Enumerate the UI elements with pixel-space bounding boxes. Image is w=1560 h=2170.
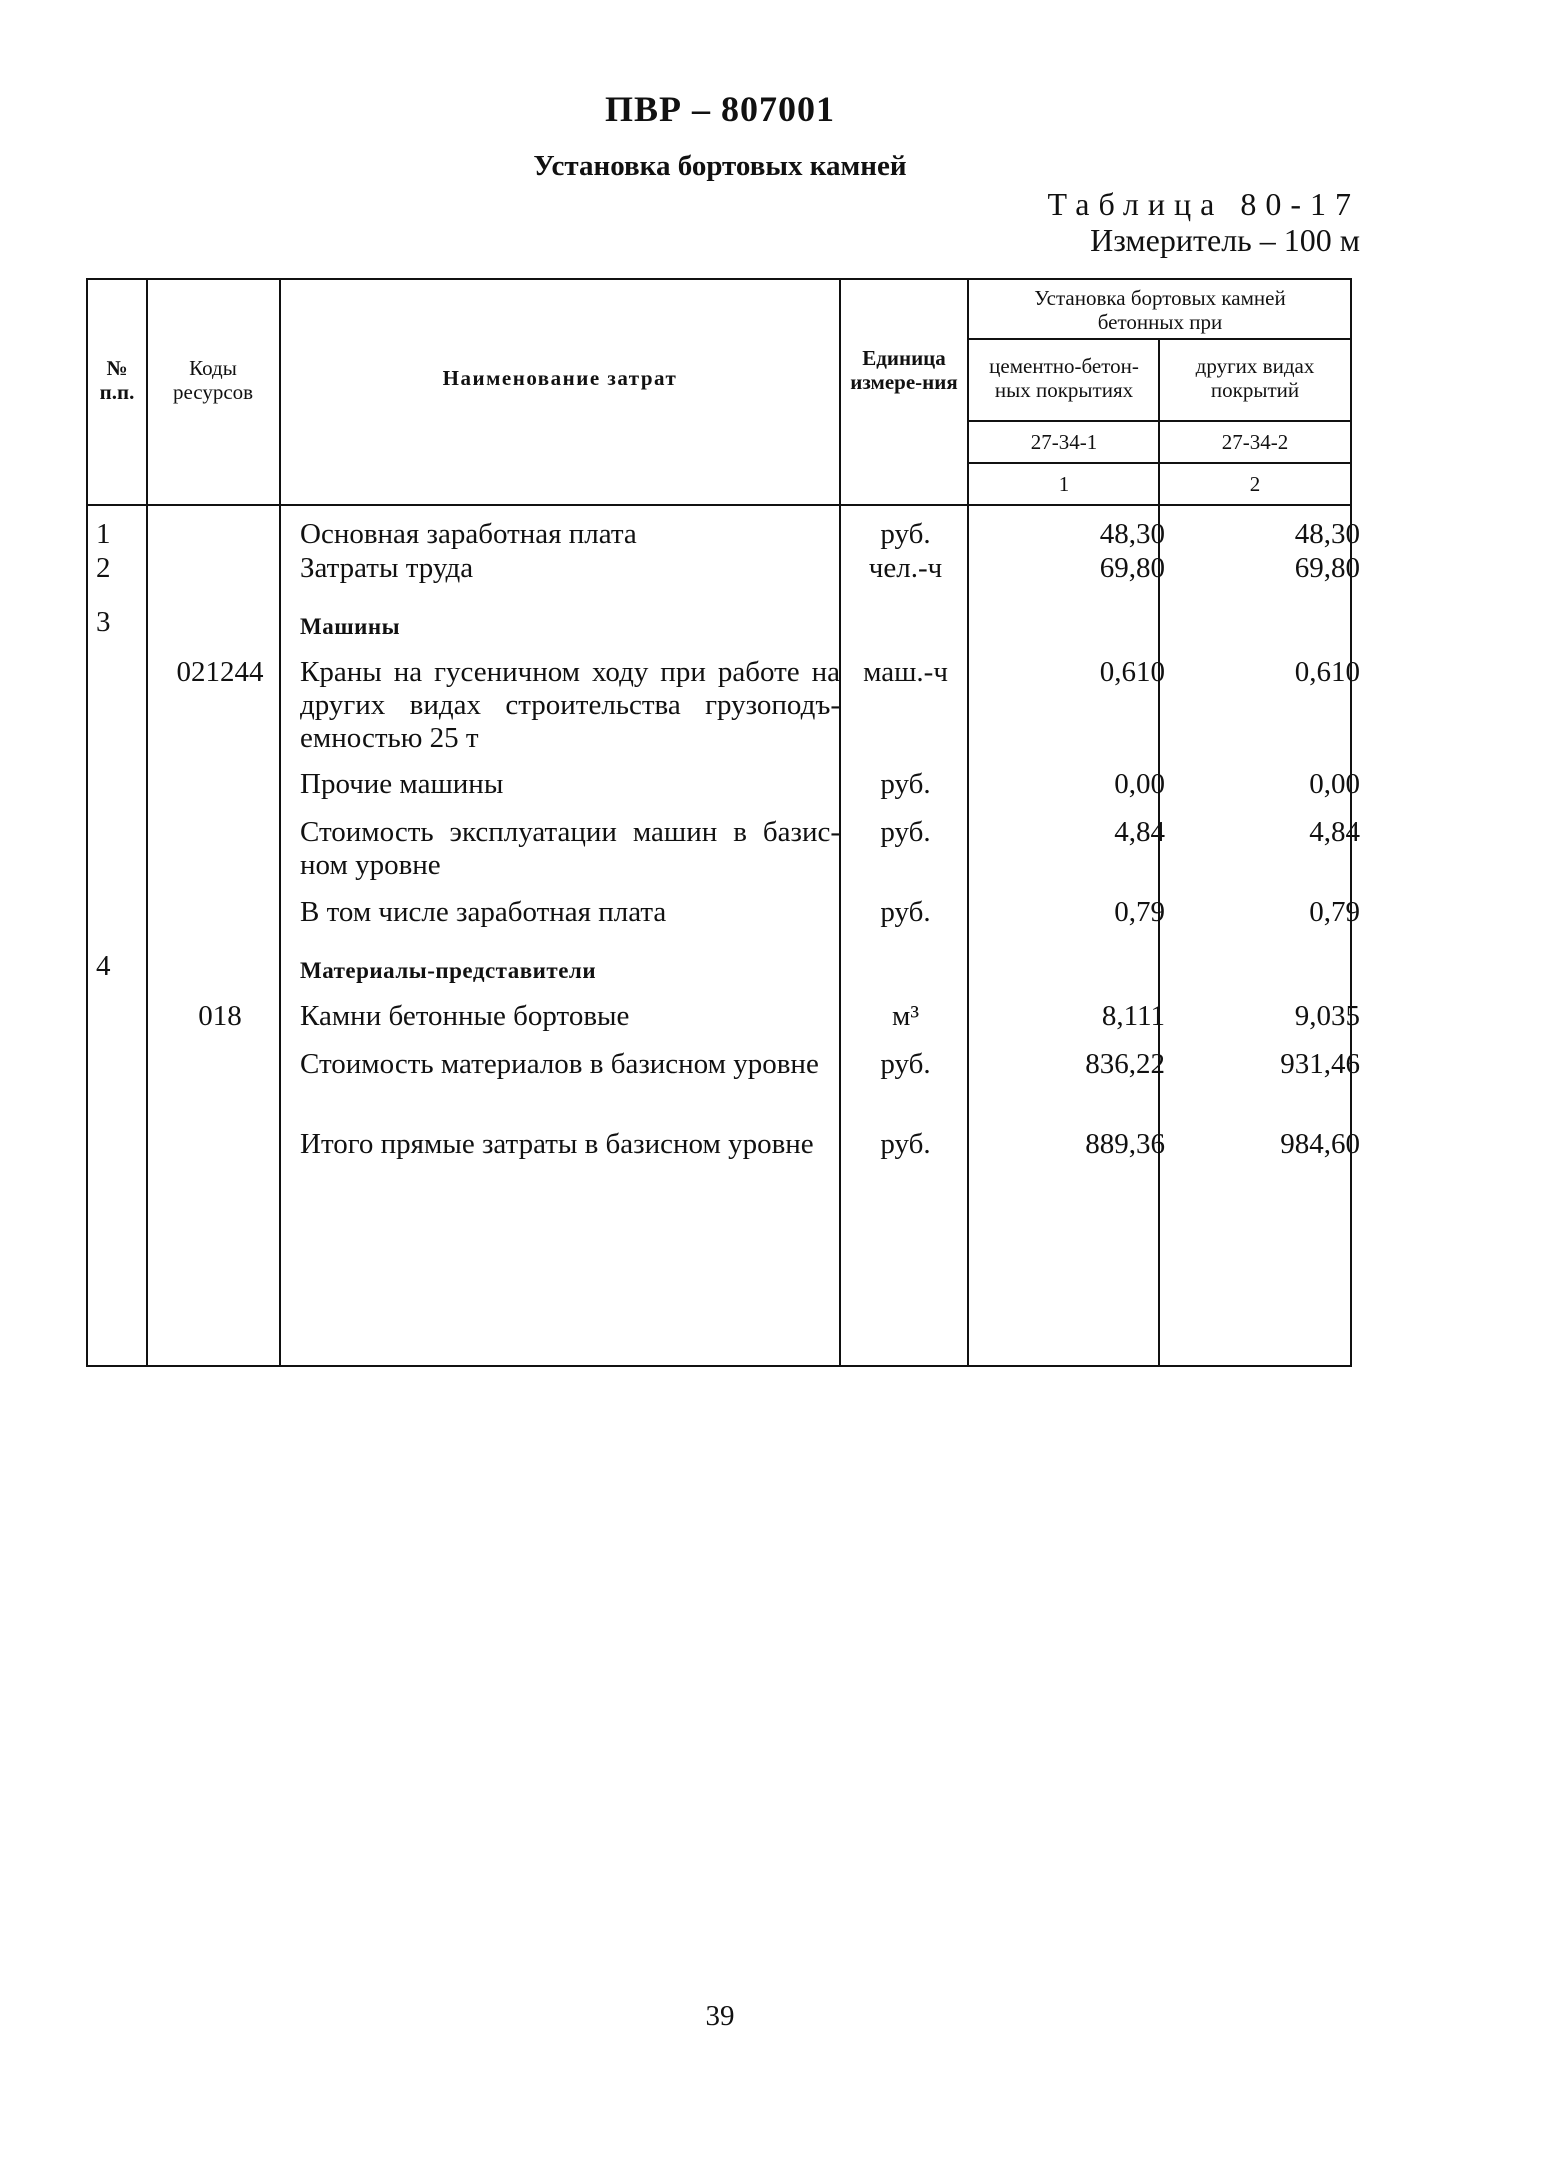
row-unit: руб. bbox=[880, 896, 931, 928]
row-value-1: 0,00 bbox=[1114, 768, 1165, 800]
row-unit: чел.-ч bbox=[868, 552, 943, 584]
section-heading-materials: Материалы-представители bbox=[300, 958, 597, 983]
row-name: Стоимость материалов в базисном уровне bbox=[300, 1048, 819, 1080]
row-name: Итого прямые затраты в базисном уровне bbox=[300, 1128, 814, 1160]
header-codes: Коды ресурсов bbox=[172, 356, 254, 404]
row-value-2: 984,60 bbox=[1280, 1128, 1360, 1160]
row-unit: руб. bbox=[880, 1128, 931, 1160]
row-value-1: 4,84 bbox=[1114, 816, 1165, 848]
header-sub2: других видах покрытий bbox=[1195, 354, 1315, 402]
section-heading-machines: Машины bbox=[300, 614, 401, 639]
header-line-sub bbox=[967, 420, 1352, 422]
row-number: 4 bbox=[96, 950, 111, 982]
table-border-bottom bbox=[86, 1365, 1352, 1367]
row-value-2: 0,610 bbox=[1294, 656, 1360, 688]
header-unit: Единица измере-ния bbox=[850, 346, 958, 394]
row-value-1: 0,79 bbox=[1114, 896, 1165, 928]
page-number: 39 bbox=[705, 2000, 735, 2032]
row-resource-code: 021244 bbox=[176, 656, 264, 688]
header-idx1: 1 bbox=[1058, 472, 1070, 496]
row-value-1: 836,22 bbox=[1085, 1048, 1165, 1080]
document-code: ПВР – 807001 bbox=[604, 89, 835, 129]
header-group: Установка бортовых камней бетонных при bbox=[1034, 286, 1286, 334]
header-line-code bbox=[967, 462, 1352, 464]
row-unit: маш.-ч bbox=[863, 656, 948, 688]
row-number: 1 bbox=[96, 518, 111, 550]
col-divider-name bbox=[279, 278, 281, 1367]
col-divider-sub bbox=[1158, 338, 1160, 1367]
header-sub1: цементно-бетон-ных покрытиях bbox=[989, 354, 1139, 402]
header-line-group bbox=[967, 338, 1352, 340]
header-idx2: 2 bbox=[1249, 472, 1261, 496]
row-name: Камни бетонные бортовые bbox=[300, 1000, 630, 1032]
row-value-2: 0,79 bbox=[1309, 896, 1360, 928]
table-border-left bbox=[86, 278, 88, 1367]
row-value-2: 0,00 bbox=[1309, 768, 1360, 800]
row-value-1: 0,610 bbox=[1099, 656, 1165, 688]
row-value-2: 69,80 bbox=[1294, 552, 1360, 584]
measure-unit-label: Измеритель – 100 м bbox=[1090, 222, 1360, 258]
document-title: Установка бортовых камней bbox=[533, 150, 907, 182]
row-unit: руб. bbox=[880, 518, 931, 550]
row-value-1: 69,80 bbox=[1099, 552, 1165, 584]
row-unit: руб. bbox=[880, 1048, 931, 1080]
header-num: № п.п. bbox=[99, 356, 135, 404]
header-name: Наименование затрат bbox=[442, 366, 678, 390]
row-name: Стоимость эксплуатации машин в базис-ном уровне bbox=[300, 816, 840, 881]
col-divider-codes bbox=[146, 278, 148, 1367]
row-value-2: 4,84 bbox=[1309, 816, 1360, 848]
table-border-top bbox=[86, 278, 1352, 280]
row-unit: руб. bbox=[880, 768, 931, 800]
header-code1: 27-34-1 bbox=[1030, 430, 1098, 454]
row-value-1: 889,36 bbox=[1085, 1128, 1165, 1160]
row-name: Затраты труда bbox=[300, 552, 474, 584]
row-unit: руб. bbox=[880, 816, 931, 848]
table-label: Таблица 80-17 bbox=[1047, 186, 1360, 222]
header-code2: 27-34-2 bbox=[1221, 430, 1289, 454]
row-name: В том числе заработная плата bbox=[300, 896, 667, 928]
row-name: Основная заработная плата bbox=[300, 518, 637, 550]
row-unit: м³ bbox=[891, 1000, 920, 1032]
row-number: 2 bbox=[96, 552, 111, 584]
row-name: Краны на гусеничном ходу при работе на других видах строительства грузоподъ-емностью 25 т bbox=[300, 656, 840, 754]
row-name: Прочие машины bbox=[300, 768, 504, 800]
row-value-1: 48,30 bbox=[1099, 518, 1165, 550]
row-value-2: 48,30 bbox=[1294, 518, 1360, 550]
row-value-2: 9,035 bbox=[1294, 1000, 1360, 1032]
row-resource-code: 018 bbox=[198, 1000, 242, 1032]
row-value-1: 8,111 bbox=[1101, 1000, 1165, 1032]
row-number: 3 bbox=[96, 606, 111, 638]
header-bottom-line bbox=[86, 504, 1352, 506]
row-value-2: 931,46 bbox=[1280, 1048, 1360, 1080]
